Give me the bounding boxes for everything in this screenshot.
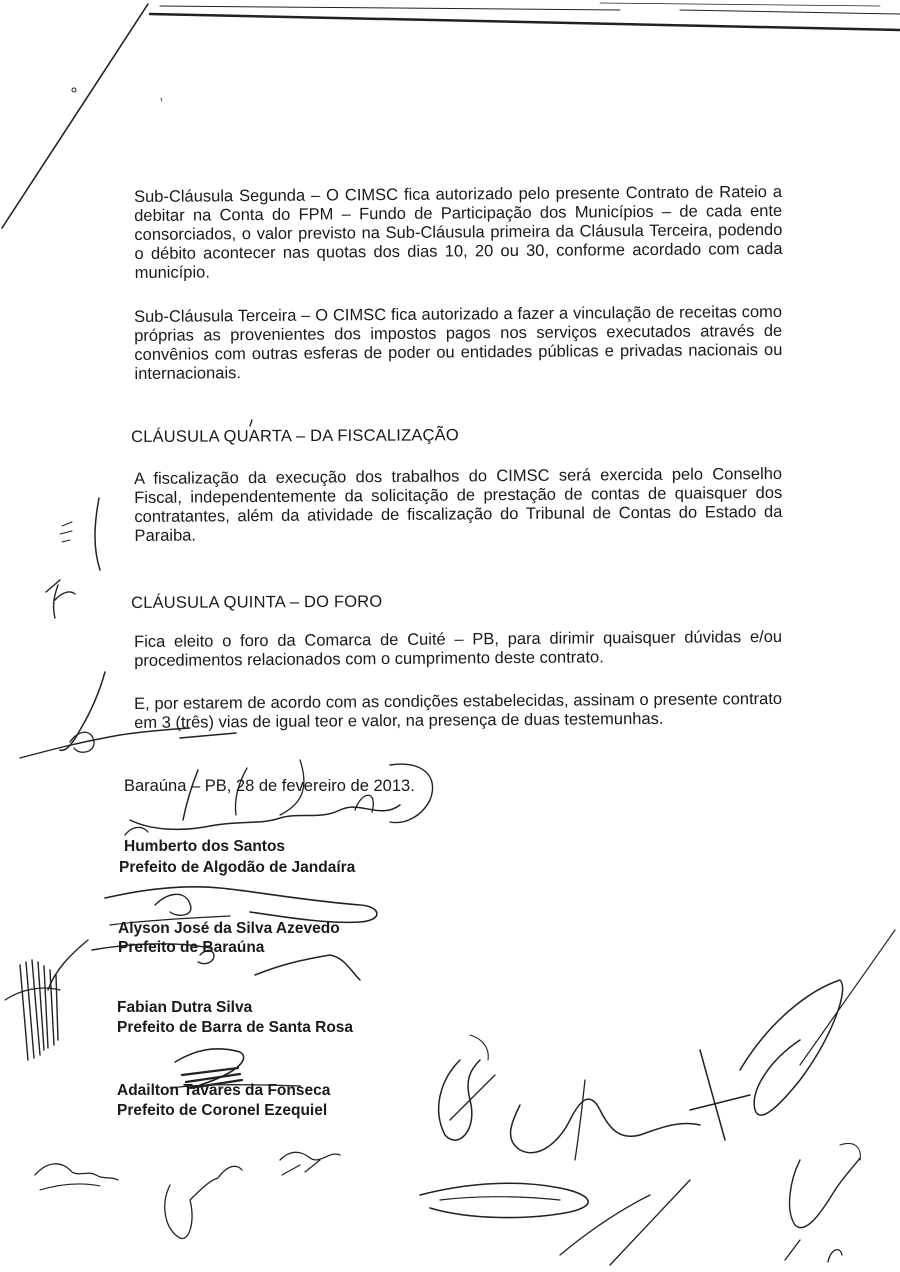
witness-signature-1 [35,1164,118,1180]
signatory-role-2: Prefeito de Baraúna [118,939,265,956]
strikethrough-mark [180,733,236,738]
sub-clause-third: Sub-Cláusula Terceira – O CIMSC fica autorizado a fazer a vinculação de receitas como próprias as provenientes dos impostos pagos nos serviços executados através de convênios com outras esferas de poder ou entidades públicas e privadas nacionais ou internacionais. [134,302,783,383]
clause-fourth-text: A fiscalização da execução dos trabalhos do CIMSC será exercida pelo Conselho Fiscal, independentemente da solicitação de prestação de contas de quaisquer dos contratantes, além da atividade de fiscalização do Tribunal de Contas do Estado da Paraiba. [134,464,783,545]
signature-adailton [175,1049,244,1085]
top-border-line [150,14,900,30]
sub-clause-second: Sub-Cláusula Segunda – O CIMSC fica autorizado pelo presente Contrato de Rateio a debitar na Conta do FPM – Fundo de Participação dos Municípios – de cada ente consorciados, o valor previsto na Sub-Cláusula primeira da Cláusula Terceira, podendo o débito acontecer nas quotas dos dias 10, 20 ou 30, conforme acordado com cada município. [134,182,783,282]
closing-paragraph: E, por estarem de acordo com as condições estabelecidas, assinam o presente contrato em 3 (três) vias de igual teor e valor, na presença de duas testemunhas. [134,689,783,732]
signatory-name-3: Fabian Dutra Silva [117,999,253,1016]
witness-signature-5 [511,1099,700,1153]
scan-dot [72,88,76,92]
signature-humberto [130,805,400,829]
witness-signature-4 [439,1060,480,1140]
witness-signature-6 [420,1183,588,1217]
witness-signature-3 [280,1152,340,1160]
signatory-name-2: Alyson José da Silva Azevedo [118,920,340,937]
signature-alyson [105,887,377,923]
left-diagonal-stroke [2,4,148,228]
witness-signature-7 [690,1050,750,1140]
witness-signature-8 [790,1158,860,1228]
signatory-role-1: Prefeito de Algodão de Jandaíra [119,859,356,876]
signatory-role-4: Prefeito de Coronel Ezequiel [117,1102,328,1119]
margin-hatch-scribble [20,960,58,1060]
clause-fourth-heading: CLÁUSULA QUARTA – DA FISCALIZAÇÃO [131,426,459,446]
place-date: Baraúna – PB, 28 de fevereiro de 2013. [124,777,415,795]
clause-fifth-text: Fica eleito o foro da Comarca de Cuité – PB, para dirimir quaisquer dúvidas e/ou procedimentos relacionados com o cumprimento deste contrato. [134,627,783,670]
clause-fifth-heading: CLÁUSULA QUINTA – DO FORO [131,592,383,612]
margin-initial-stroke [95,498,100,570]
signatory-name-1: Humberto dos Santos [124,838,286,855]
margin-signature [60,672,105,750]
signatory-role-3: Prefeito de Barra de Santa Rosa [117,1019,354,1036]
signatory-name-4: Adailton Tavares da Fonseca [117,1082,331,1099]
top-thin-line [160,6,900,14]
witness-signature-2 [165,1166,242,1238]
